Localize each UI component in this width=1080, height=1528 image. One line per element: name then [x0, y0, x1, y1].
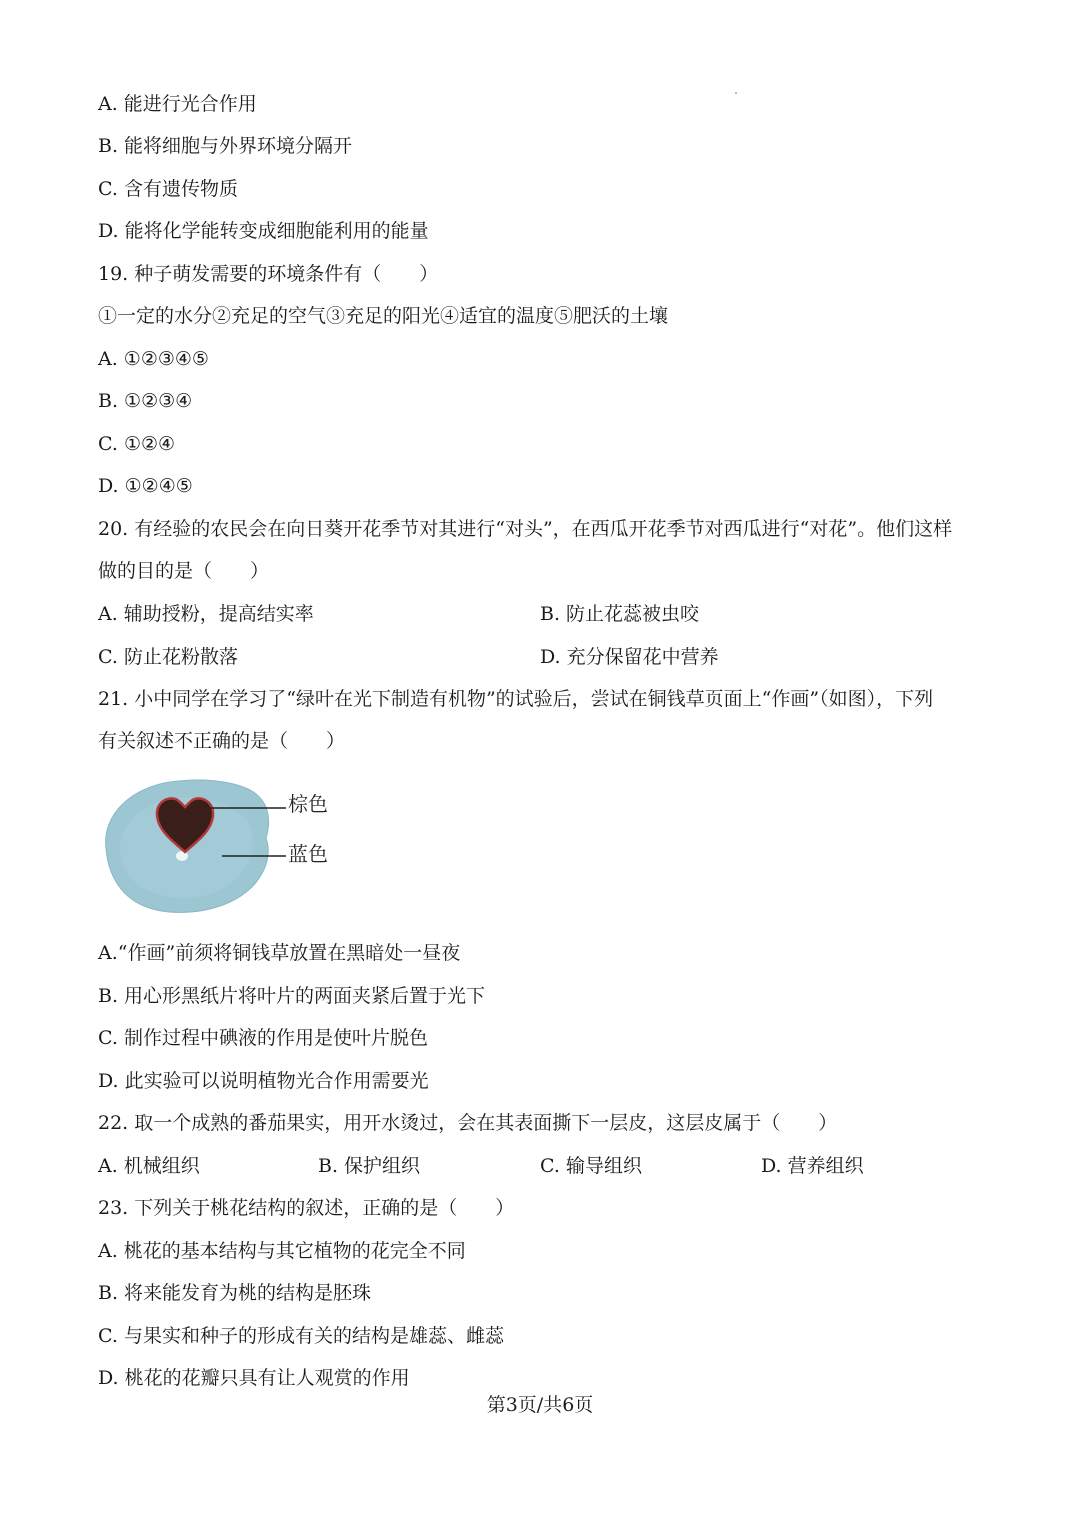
- q19-conditions: ①一定的水分②充足的空气③充足的阳光④适宜的温度⑤肥沃的土壤: [98, 305, 669, 327]
- page-footer: 第3页/共6页: [486, 1394, 594, 1416]
- q20-stem-line1: 20. 有经验的农民会在向日葵开花季节对其进行“对头”，在西瓜开花季节对西瓜进行“对花”。他们这样: [98, 518, 953, 540]
- q21-option-d: D. 此实验可以说明植物光合作用需要光: [98, 1070, 429, 1092]
- q21-stem-line2: 有关叙述不正确的是（ ）: [98, 730, 346, 752]
- q19-option-a: A. ①②③④⑤: [98, 348, 209, 370]
- q22-option-d: D. 营养组织: [761, 1155, 864, 1177]
- q21-stem-line1: 21. 小中同学在学习了“绿叶在光下制造有机物”的试验后，尝试在铜钱草页面上“作画”（如图），下列: [98, 688, 934, 710]
- label-blue: 蓝色: [288, 842, 328, 866]
- q23-stem: 23. 下列关于桃花结构的叙述，正确的是（ ）: [98, 1197, 515, 1219]
- q23-option-a: A. 桃花的基本结构与其它植物的花完全不同: [98, 1240, 466, 1262]
- label-brown: 棕色: [288, 792, 328, 816]
- q19-option-c: C. ①②④: [98, 433, 176, 455]
- q21-option-a: A.“作画”前须将铜钱草放置在黑暗处一昼夜: [98, 942, 461, 964]
- q21-option-b: B. 用心形黑纸片将叶片的两面夹紧后置于光下: [98, 985, 486, 1007]
- q21-option-c: C. 制作过程中碘液的作用是使叶片脱色: [98, 1027, 428, 1049]
- q20-option-b: B. 防止花蕊被虫咬: [540, 603, 700, 625]
- q23-option-b: B. 将来能发育为桃的结构是胚珠: [98, 1282, 372, 1304]
- q22-option-c: C. 输导组织: [540, 1155, 642, 1177]
- q23-option-c: C. 与果实和种子的形成有关的结构是雄蕊、雌蕊: [98, 1325, 504, 1347]
- q18-option-c: C. 含有遗传物质: [98, 178, 238, 200]
- q19-option-b: B. ①②③④: [98, 390, 193, 412]
- q22-stem: 22. 取一个成熟的番茄果实，用开水烫过，会在其表面撕下一层皮，这层皮属于（ ）: [98, 1112, 838, 1134]
- q19-option-d: D. ①②④⑤: [98, 475, 193, 497]
- speck: [735, 92, 737, 94]
- q20-stem-line2: 做的目的是（ ）: [98, 560, 270, 582]
- q23-option-d: D. 桃花的花瓣只具有让人观赏的作用: [98, 1367, 410, 1389]
- q22-option-a: A. 机械组织: [98, 1155, 200, 1177]
- q20-option-a: A. 辅助授粉，提高结实率: [98, 603, 314, 625]
- q18-option-d: D. 能将化学能转变成细胞能利用的能量: [98, 220, 429, 242]
- q18-option-a: A. 能进行光合作用: [98, 93, 257, 115]
- q18-option-b: B. 能将细胞与外界环境分隔开: [98, 135, 353, 157]
- q19-stem: 19. 种子萌发需要的环境条件有（ ）: [98, 263, 439, 285]
- q20-option-c: C. 防止花粉散落: [98, 646, 238, 668]
- q20-option-d: D. 充分保留花中营养: [540, 646, 719, 668]
- q22-option-b: B. 保护组织: [318, 1155, 421, 1177]
- leaf-figure: [100, 776, 340, 916]
